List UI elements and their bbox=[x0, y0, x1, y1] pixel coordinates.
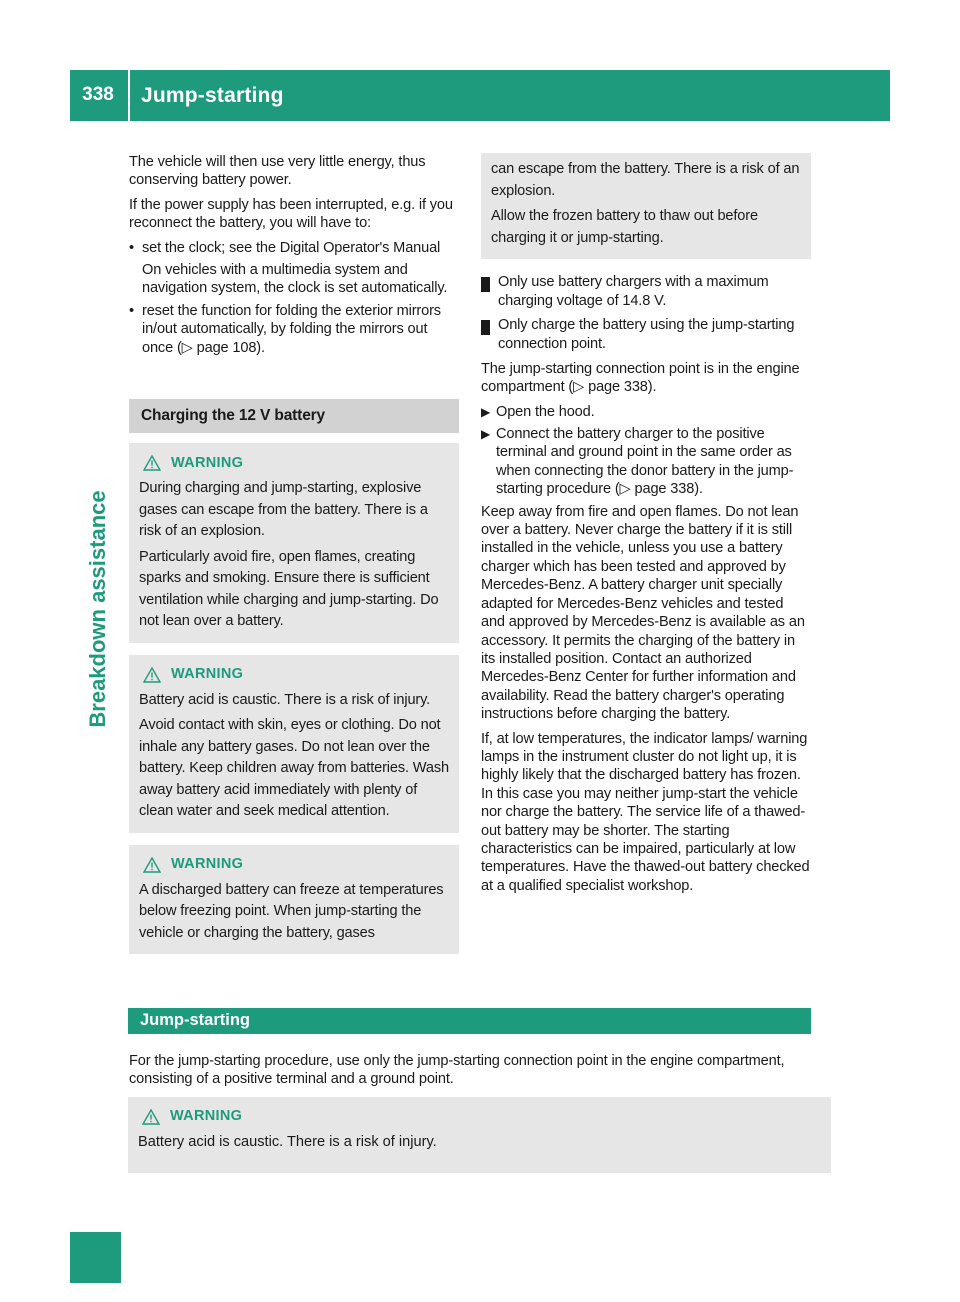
page-title: Jump-starting bbox=[141, 84, 284, 107]
warning-paragraph: Particularly avoid fire, open flames, creating sparks and smoking. Ensure there is sufficient ventilation while charging and jump-starting. Do not lean over a battery. bbox=[139, 548, 439, 630]
warning-box bbox=[129, 845, 459, 955]
page-number: 338 bbox=[82, 84, 114, 105]
body-paragraph: If, at low temperatures, the indicator lamps/ warning lamps in the instrument cluster do not light up, it is highly likely that the discharged battery has frozen. In this case you may neither jump-start the vehicle nor charge the battery. The service life of a thawed-out battery may be shorter. The starting characteristics can be impaired, particularly at low temperatures. Have the thawed-out battery checked at a qualified specialist workshop. bbox=[481, 730, 810, 894]
step-text: Open the hood. bbox=[496, 403, 595, 420]
section-heading-charging: Charging the 12 V battery bbox=[129, 399, 459, 433]
side-section-label: Breakdown assistance bbox=[85, 490, 110, 728]
warning-paragraph: Battery acid is caustic. There is a risk of injury. bbox=[139, 691, 431, 708]
warning-paragraph: Avoid contact with skin, eyes or clothing. Do not inhale any battery gases. Do not lean over the battery. Keep children away from batteries. Wash away battery acid immediately with plenty of clean water and seek medical attention. bbox=[139, 717, 449, 820]
list-item bbox=[129, 302, 459, 357]
warning-title: WARNING bbox=[171, 666, 244, 683]
side-tab-marker bbox=[70, 1232, 121, 1283]
warning-triangle-icon bbox=[143, 857, 161, 873]
step-text: Connect the battery charger to the positive terminal and ground point in the same order as when connecting the donor battery in the jump-starting procedure (▷ page 338). bbox=[496, 426, 794, 498]
list-item-text: reset the function for folding the exterior mirrors in/out automatically, by folding the mirrors out once (▷ page 108). bbox=[142, 302, 441, 356]
list-item-subtext: On vehicles with a multimedia system and navigation system, the clock is set automatically. bbox=[142, 262, 448, 297]
arrow-right-icon: ▶ bbox=[481, 404, 491, 419]
warning-title: WARNING bbox=[171, 454, 244, 471]
left-column bbox=[129, 153, 459, 954]
warning-title: WARNING bbox=[171, 856, 244, 873]
body-paragraph: The jump-starting connection point is in the engine compartment (▷ page 338). bbox=[481, 360, 800, 396]
warning-paragraph: A discharged battery can freeze at temperatures below freezing point. When jump-starting the vehicle or charging the battery, gases bbox=[139, 881, 444, 941]
note-text: Only charge the battery using the jump-starting connection point. bbox=[498, 317, 795, 353]
warning-paragraph: Allow the frozen battery to thaw out before charging it or jump-starting. bbox=[491, 208, 758, 246]
intro-paragraph-1: The vehicle will then use very little energy, thus conserving battery power. bbox=[129, 154, 426, 189]
warning-box bbox=[128, 1097, 831, 1173]
exclamation-icon: ! bbox=[481, 277, 490, 292]
exclamation-icon: ! bbox=[481, 320, 490, 335]
warning-title: WARNING bbox=[170, 1108, 243, 1125]
warning-box bbox=[129, 443, 459, 643]
step-item bbox=[481, 425, 811, 499]
warning-triangle-icon bbox=[143, 667, 161, 683]
jump-section-heading: Jump-starting bbox=[140, 1011, 251, 1029]
step-item bbox=[481, 403, 811, 421]
list-item bbox=[129, 239, 459, 298]
warning-box-continued bbox=[481, 153, 811, 259]
jump-section-text: For the jump-starting procedure, use only the jump-starting connection point in the engine compartment, consisting of a positive terminal and a ground point. bbox=[129, 1053, 785, 1088]
warning-paragraph: can escape from the battery. There is a risk of an explosion. bbox=[491, 161, 800, 199]
warning-box bbox=[129, 655, 459, 833]
bullet-r-icon: • bbox=[129, 302, 134, 319]
note-item bbox=[475, 273, 811, 310]
arrow-right-icon: ▶ bbox=[481, 427, 491, 442]
note-text: Only use battery chargers with a maximum charging voltage of 14.8 V. bbox=[498, 274, 769, 309]
warning-paragraph: During charging and jump-starting, explosive gases can escape from the battery. There is a risk of an explosion. bbox=[139, 480, 428, 540]
right-column bbox=[475, 153, 811, 901]
list-item-text: set the clock; see the Digital Operator's Manual bbox=[142, 239, 441, 256]
note-item bbox=[475, 316, 811, 353]
warning-triangle-icon bbox=[142, 1109, 160, 1125]
bullet-r-icon: • bbox=[129, 239, 134, 256]
body-paragraph: Keep away from fire and open flames. Do not lean over a battery. Never charge the battery if it is still installed in the vehicle, unless you use a battery charger which has been tested and approved by Mercedes-Benz. A battery charger unit specially adapted for Mercedes-Benz vehicles and tested and approved by Mercedes-Benz is available as an accessory. It permits the charging of the battery in its installed position. Contact an authorized Mercedes-Benz Center for further information and availability. Read the battery charger's operating instructions before charging the battery. bbox=[481, 503, 805, 723]
intro-paragraph-2: If the power supply has been interrupted, e.g. if you reconnect the battery, you will have to: bbox=[129, 196, 453, 232]
header-divider bbox=[128, 70, 130, 121]
warning-triangle-icon bbox=[143, 455, 161, 471]
warning-paragraph: Battery acid is caustic. There is a risk of injury. bbox=[138, 1134, 437, 1150]
